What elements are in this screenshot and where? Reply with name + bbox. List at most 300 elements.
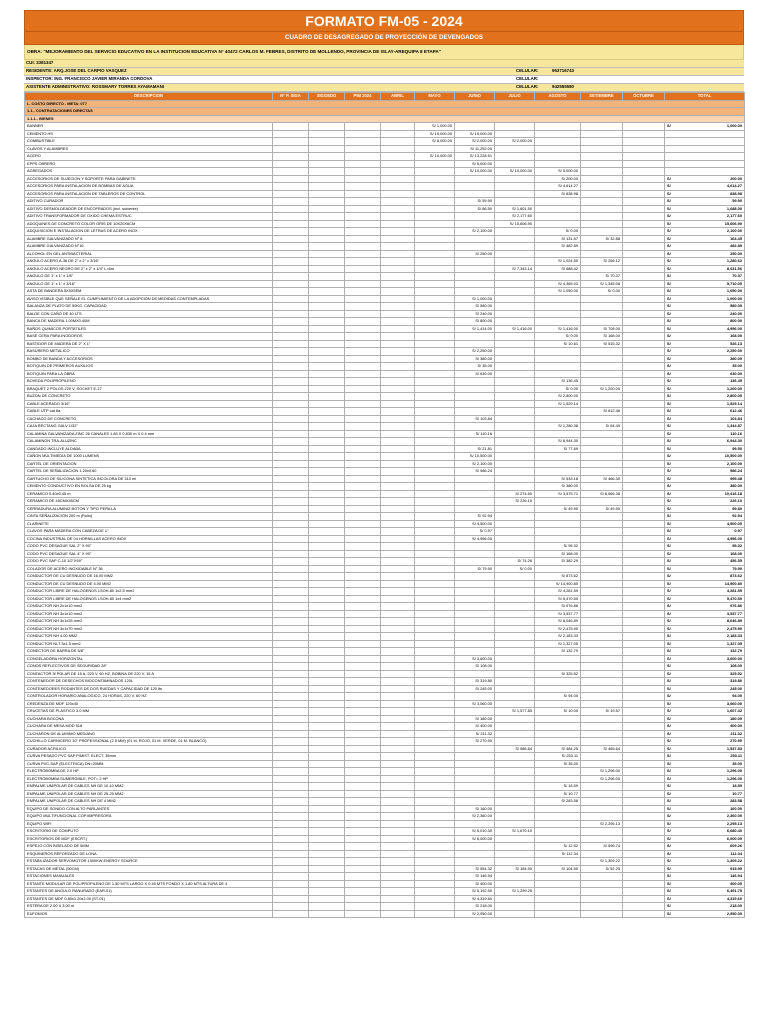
table-cell: S/ 112.34: [535, 850, 581, 858]
table-cell: [581, 730, 623, 738]
table-cell: [381, 415, 415, 423]
table-cell: [273, 168, 309, 176]
table-cell: [623, 678, 665, 686]
table-cell: [581, 805, 623, 813]
table-cell: [345, 640, 381, 648]
table-cell: [623, 595, 665, 603]
total-value: 110.16: [730, 430, 742, 436]
item-description: CLAVOS PARA MADERA CON CABEZA DE 1": [25, 528, 273, 536]
table-cell: [623, 190, 665, 198]
currency-symbol: S/: [667, 385, 671, 391]
table-cell: [415, 655, 455, 663]
total-cell: [665, 483, 745, 491]
table-cell: [623, 220, 665, 228]
item-description: CANDADO INCLUYE ALDABA: [25, 445, 273, 453]
table-cell: [381, 910, 415, 918]
table-cell: [495, 603, 535, 611]
table-cell: [581, 535, 623, 543]
table-cell: [309, 798, 345, 806]
table-cell: [535, 460, 581, 468]
table-cell: [581, 145, 623, 153]
currency-symbol: S/: [667, 708, 671, 714]
item-description: EUFONIOS: [25, 910, 273, 918]
table-cell: [623, 333, 665, 341]
table-cell: [309, 438, 345, 446]
table-cell: [273, 445, 309, 453]
item-description: BANNER: [25, 123, 273, 131]
table-cell: [623, 490, 665, 498]
table-cell: [415, 895, 455, 903]
table-cell: [495, 790, 535, 798]
currency-symbol: S/: [667, 520, 671, 526]
table-row: [25, 843, 745, 851]
total-cell: [665, 288, 745, 296]
item-description: CACHACO DE CONCRETO: [25, 415, 273, 423]
table-cell: [415, 468, 455, 476]
table-cell: [623, 160, 665, 168]
table-cell: [455, 393, 495, 401]
table-cell: [455, 220, 495, 228]
total-cell: [665, 303, 745, 311]
table-cell: S/ 168.00: [581, 333, 623, 341]
table-cell: [535, 160, 581, 168]
table-cell: [495, 190, 535, 198]
table-cell: [495, 813, 535, 821]
table-cell: [535, 453, 581, 461]
table-cell: [455, 123, 495, 131]
total-cell: [665, 610, 745, 618]
item-description: COMBUSTIBLE: [25, 138, 273, 146]
table-cell: [455, 438, 495, 446]
table-cell: [455, 385, 495, 393]
item-description: CONDUCTOR DE CU DESNUDO DE 16.00 MM2: [25, 573, 273, 581]
currency-symbol: S/: [667, 400, 671, 406]
table-cell: [345, 228, 381, 236]
table-cell: [309, 288, 345, 296]
table-cell: [309, 280, 345, 288]
column-header: MAYO: [415, 92, 455, 100]
item-description: CONTENEDOR DE DESECHOS BIOCONTAMINADOS 120L: [25, 678, 273, 686]
total-value: 200.00: [730, 175, 742, 181]
total-cell: [665, 265, 745, 273]
table-cell: [273, 730, 309, 738]
table-cell: [309, 558, 345, 566]
section-label: I.- COSTO DIRECTO - META: 077: [25, 100, 745, 108]
table-cell: [381, 820, 415, 828]
table-cell: [415, 798, 455, 806]
celular-value: 953716743: [552, 67, 574, 73]
table-cell: [581, 513, 623, 521]
total-cell: [665, 438, 745, 446]
table-cell: S/ 94.00: [535, 693, 581, 701]
table-cell: S/ 838.98: [535, 190, 581, 198]
table-cell: [455, 858, 495, 866]
table-cell: [381, 370, 415, 378]
table-cell: [415, 745, 455, 753]
currency-symbol: S/: [667, 633, 671, 639]
item-description: ESTERA DE 2.00 X 3.00 m: [25, 903, 273, 911]
table-cell: [535, 535, 581, 543]
table-cell: [345, 445, 381, 453]
table-row: [25, 310, 745, 318]
table-cell: S/ 218.00: [455, 903, 495, 911]
item-description: CODO PVC SAP C-10 1/2"X90°: [25, 558, 273, 566]
table-cell: [495, 573, 535, 581]
total-value: 2,177.60: [726, 213, 742, 219]
table-cell: [309, 693, 345, 701]
table-row: [25, 280, 745, 288]
table-cell: [455, 265, 495, 273]
total-value: 108.00: [730, 663, 742, 669]
table-cell: [415, 858, 455, 866]
column-header: JULIO: [495, 92, 535, 100]
table-cell: [623, 430, 665, 438]
table-cell: [309, 333, 345, 341]
table-cell: S/ 5,000.00: [535, 168, 581, 176]
total-value: 253.11: [730, 753, 742, 759]
currency-symbol: S/: [667, 738, 671, 744]
table-cell: [273, 160, 309, 168]
table-cell: [309, 378, 345, 386]
total-value: 14,900.80: [724, 580, 742, 586]
table-row: [25, 205, 745, 213]
table-cell: [535, 873, 581, 881]
table-cell: [415, 490, 455, 498]
table-cell: [309, 670, 345, 678]
item-description: CONDUCTOR NH 4.00 MM2: [25, 633, 273, 641]
table-cell: [495, 760, 535, 768]
table-cell: [581, 370, 623, 378]
table-cell: [495, 228, 535, 236]
table-cell: [623, 175, 665, 183]
table-cell: [581, 265, 623, 273]
table-cell: [345, 903, 381, 911]
table-cell: [535, 880, 581, 888]
table-cell: S/ 612.46: [581, 408, 623, 416]
currency-symbol: S/: [667, 873, 671, 879]
table-cell: [415, 483, 455, 491]
item-description: CABLE UTP cat 6a: [25, 408, 273, 416]
obra-description: OBRA: "MEJORAMIENTO DEL SERVICIO EDUCATIVO EN LA INSTITUCION EDUCATIVA N° 40472 CARLOS M. FEBRES, DISTRITO DE MOLLENDO, PROVINCIA DE ISLAY-AREQUIPA 8 ETAPA": [24, 45, 744, 60]
item-description: EPPS OBRERO: [25, 160, 273, 168]
total-value: 283.58: [730, 798, 742, 804]
table-cell: [273, 138, 309, 146]
currency-symbol: S/: [667, 273, 671, 279]
total-cell: [665, 655, 745, 663]
table-cell: [273, 550, 309, 558]
table-cell: [381, 873, 415, 881]
table-cell: [273, 670, 309, 678]
table-cell: S/ 110.16: [455, 430, 495, 438]
table-row: [25, 348, 745, 356]
table-cell: [273, 858, 309, 866]
table-cell: [345, 648, 381, 656]
total-value: 2,295.13: [726, 820, 742, 826]
table-cell: [345, 865, 381, 873]
total-value: 211.32: [730, 730, 742, 736]
table-cell: [381, 280, 415, 288]
table-cell: S/ 15,606.90: [495, 220, 535, 228]
total-cell: [665, 130, 745, 138]
total-value: 482.89: [730, 243, 742, 249]
table-cell: S/ 10,000.00: [415, 153, 455, 161]
table-cell: [309, 310, 345, 318]
table-cell: [535, 295, 581, 303]
table-row: [25, 400, 745, 408]
table-cell: [415, 273, 455, 281]
table-cell: [309, 880, 345, 888]
total-cell: [665, 153, 745, 161]
table-cell: [345, 138, 381, 146]
celular-value: 942555580: [552, 83, 574, 89]
table-cell: [381, 813, 415, 821]
table-cell: [381, 760, 415, 768]
table-row: [25, 760, 745, 768]
table-row: [25, 385, 745, 393]
currency-symbol: S/: [667, 618, 671, 624]
table-row: [25, 768, 745, 776]
table-cell: [623, 618, 665, 626]
table-cell: [415, 513, 455, 521]
table-cell: [273, 453, 309, 461]
total-cell: [665, 273, 745, 281]
table-cell: S/ 146.94: [455, 873, 495, 881]
table-cell: [273, 625, 309, 633]
table-cell: [495, 348, 535, 356]
table-row: [25, 490, 745, 498]
total-cell: [665, 903, 745, 911]
total-value: 10.77: [732, 790, 742, 796]
total-value: 6,491.75: [726, 888, 742, 894]
table-cell: S/ 226.10: [495, 498, 535, 506]
table-row: [25, 355, 745, 363]
total-cell: [665, 558, 745, 566]
table-cell: [381, 145, 415, 153]
table-cell: [581, 393, 623, 401]
table-cell: [309, 460, 345, 468]
table-cell: [309, 415, 345, 423]
table-cell: [495, 453, 535, 461]
total-value: 35.00: [732, 760, 742, 766]
total-value: 526.13: [730, 340, 742, 346]
table-cell: [455, 753, 495, 761]
table-cell: [345, 595, 381, 603]
table-cell: [415, 543, 455, 551]
total-cell: [665, 168, 745, 176]
table-cell: [273, 655, 309, 663]
table-cell: [623, 318, 665, 326]
table-cell: [495, 273, 535, 281]
table-cell: [415, 723, 455, 731]
table-cell: [273, 213, 309, 221]
table-cell: [309, 543, 345, 551]
item-description: EMPALME UNIPOLAR DE CABLES NH DE 10-10 MM2: [25, 783, 273, 791]
table-cell: [623, 513, 665, 521]
total-value: 218.00: [730, 903, 742, 909]
table-cell: [581, 295, 623, 303]
table-cell: [273, 250, 309, 258]
table-cell: [381, 580, 415, 588]
table-cell: [495, 550, 535, 558]
table-cell: [309, 123, 345, 131]
table-cell: [381, 153, 415, 161]
table-row: [25, 850, 745, 858]
total-cell: [665, 378, 745, 386]
table-cell: [415, 783, 455, 791]
total-cell: [665, 145, 745, 153]
table-cell: S/ 5,010.30: [455, 828, 495, 836]
table-cell: [623, 528, 665, 536]
table-cell: [415, 235, 455, 243]
table-cell: [535, 273, 581, 281]
total-value: 2,183.33: [726, 633, 742, 639]
total-value: 2,100.00: [726, 460, 742, 466]
table-cell: [345, 145, 381, 153]
currency-symbol: S/: [667, 678, 671, 684]
total-cell: [665, 400, 745, 408]
currency-symbol: S/: [667, 505, 671, 511]
table-cell: [345, 273, 381, 281]
table-cell: [381, 753, 415, 761]
table-cell: [495, 648, 535, 656]
table-cell: [381, 288, 415, 296]
table-row: [25, 693, 745, 701]
total-value: 5,470.50: [726, 595, 742, 601]
table-cell: [415, 573, 455, 581]
section-row: [25, 100, 745, 108]
table-cell: [309, 138, 345, 146]
table-cell: [345, 160, 381, 168]
table-cell: [455, 498, 495, 506]
table-cell: [415, 280, 455, 288]
item-description: CERRADURA ALUMINIZ BOTON Y TIPO PERILLA: [25, 505, 273, 513]
celular-label: CELULAR:: [516, 83, 539, 89]
table-cell: [415, 445, 455, 453]
table-cell: S/ 482.89: [535, 243, 581, 251]
table-cell: [273, 438, 309, 446]
table-cell: [455, 588, 495, 596]
table-cell: [495, 798, 535, 806]
table-cell: [415, 588, 455, 596]
total-value: 160.00: [730, 805, 742, 811]
table-cell: [455, 273, 495, 281]
table-cell: [273, 295, 309, 303]
currency-symbol: S/: [667, 813, 671, 819]
table-cell: [309, 663, 345, 671]
table-cell: [495, 243, 535, 251]
table-cell: [309, 175, 345, 183]
subsection-row: [25, 108, 745, 116]
currency-symbol: S/: [667, 528, 671, 534]
table-cell: [455, 333, 495, 341]
table-cell: S/ 400.00: [455, 723, 495, 731]
table-row: [25, 430, 745, 438]
table-cell: [623, 805, 665, 813]
table-cell: [495, 723, 535, 731]
table-cell: [495, 363, 535, 371]
info-label: CUI: 2381347: [26, 60, 54, 65]
table-cell: [381, 453, 415, 461]
table-cell: [309, 865, 345, 873]
table-cell: S/ 103.84: [455, 415, 495, 423]
table-cell: S/ 986.24: [455, 468, 495, 476]
table-cell: [581, 348, 623, 356]
table-cell: [345, 295, 381, 303]
table-cell: [495, 640, 535, 648]
table-cell: [345, 168, 381, 176]
table-cell: S/ 200.00: [535, 175, 581, 183]
table-cell: [415, 198, 455, 206]
currency-symbol: S/: [667, 445, 671, 451]
currency-symbol: S/: [667, 198, 671, 204]
table-cell: [415, 880, 455, 888]
table-cell: [309, 520, 345, 528]
table-cell: [495, 258, 535, 266]
table-cell: [309, 775, 345, 783]
table-cell: [455, 625, 495, 633]
table-cell: [581, 573, 623, 581]
table-cell: S/ 2,295.13: [581, 820, 623, 828]
table-cell: [381, 550, 415, 558]
currency-symbol: S/: [667, 775, 671, 781]
total-value: 6,000.00: [726, 835, 742, 841]
total-value: 630.00: [730, 370, 742, 376]
currency-symbol: S/: [667, 835, 671, 841]
table-cell: [345, 468, 381, 476]
table-row: [25, 873, 745, 881]
total-value: 580.00: [730, 303, 742, 309]
table-cell: [581, 160, 623, 168]
table-cell: [581, 400, 623, 408]
table-cell: S/ 1,309.22: [581, 858, 623, 866]
total-cell: [665, 243, 745, 251]
table-cell: [455, 603, 495, 611]
item-description: ACCESORIOS PARA INSTALACION DE BOMBAS DE AGUA: [25, 183, 273, 191]
table-cell: [623, 888, 665, 896]
table-cell: [273, 745, 309, 753]
table-row: [25, 475, 745, 483]
table-cell: [273, 310, 309, 318]
table-cell: [495, 288, 535, 296]
item-description: CARTEL DE SEÑALIZACION 1.20x0.60: [25, 468, 273, 476]
table-cell: [623, 880, 665, 888]
total-value: 1,537.83: [726, 745, 742, 751]
currency-symbol: S/: [667, 843, 671, 849]
item-description: ESPEJO CON BISELADO DE 5MM: [25, 843, 273, 851]
total-value: 1,296.00: [726, 775, 742, 781]
table-cell: [273, 828, 309, 836]
table-cell: [623, 415, 665, 423]
table-cell: [345, 483, 381, 491]
table-cell: [495, 910, 535, 918]
table-cell: S/ 382.29: [535, 558, 581, 566]
table-cell: [381, 610, 415, 618]
table-cell: [309, 835, 345, 843]
table-cell: [309, 385, 345, 393]
table-cell: [309, 730, 345, 738]
table-cell: [581, 663, 623, 671]
item-description: BASURERO METALICO: [25, 348, 273, 356]
table-cell: [623, 273, 665, 281]
table-cell: [495, 318, 535, 326]
table-cell: [381, 250, 415, 258]
table-cell: [415, 730, 455, 738]
total-value: 79.90: [732, 565, 742, 571]
table-cell: [623, 280, 665, 288]
table-cell: [309, 565, 345, 573]
total-value: 3,537.77: [726, 610, 742, 616]
table-cell: [273, 535, 309, 543]
